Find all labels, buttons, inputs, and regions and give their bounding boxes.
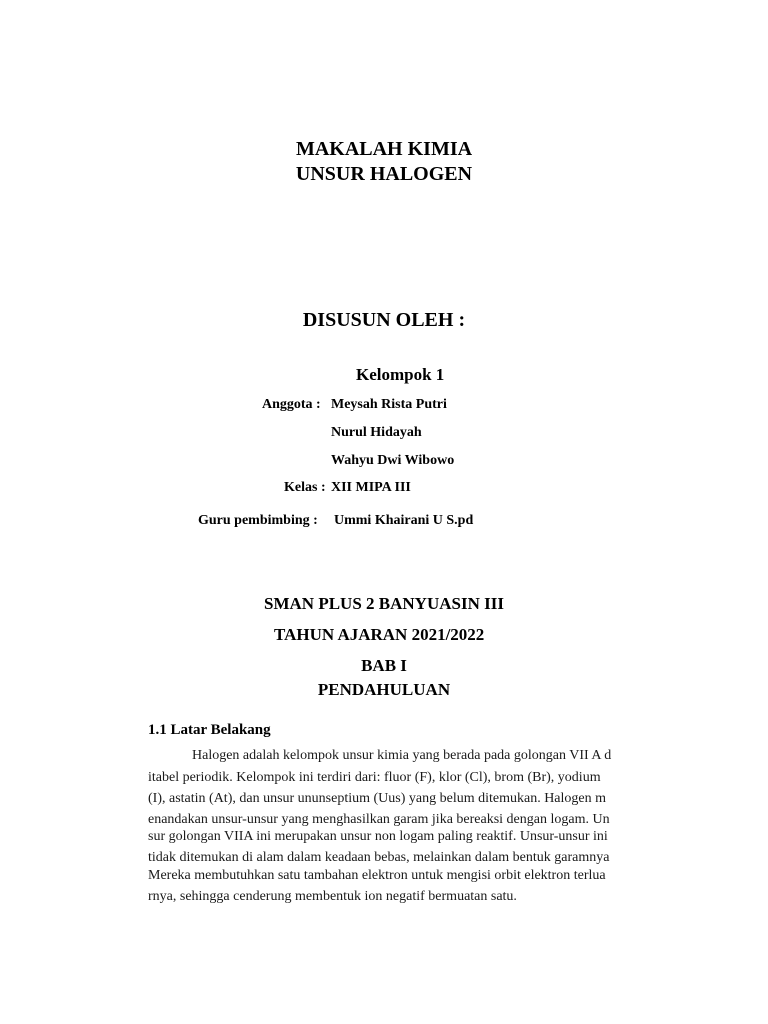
title-line-2: UNSUR HALOGEN [295, 163, 473, 185]
chapter-title: PENDAHULUAN [317, 680, 451, 699]
teacher-label: Guru pembimbing : [198, 513, 318, 528]
class-label: Kelas : [284, 480, 326, 495]
title-line-1: MAKALAH KIMIA [295, 138, 473, 160]
member-name: Meysah Rista Putri [331, 397, 447, 412]
teacher-value: Ummi Khairani U S.pd [334, 513, 474, 528]
paragraph-line: Mereka membutuhkan satu tambahan elektron untuk mengisi orbit elektron terlua [148, 868, 606, 883]
academic-year: TAHUN AJARAN 2021/2022 [274, 625, 485, 644]
paragraph-line: tidak ditemukan di alam dalam keadaan bebas, melainkan dalam bentuk garamnya [148, 850, 610, 865]
section-heading: 1.1 Latar Belakang [148, 722, 271, 738]
members-label: Anggota : [262, 397, 321, 412]
paragraph-line: Halogen adalah kelompok unsur kimia yang berada pada golongan VII A d [192, 748, 612, 763]
paragraph-line: itabel periodik. Kelompok ini terdiri dari: fluor (F), klor (Cl), brom (Br), yodium [148, 770, 601, 785]
member-name: Wahyu Dwi Wibowo [331, 453, 455, 468]
paragraph-line: enandakan unsur-unsur yang menghasilkan garam jika bereaksi dengan logam. Un [148, 812, 610, 827]
chapter-number: BAB I [361, 656, 407, 675]
paragraph-line: rnya, sehingga cenderung membentuk ion negatif bermuatan satu. [148, 889, 517, 904]
school-name: SMAN PLUS 2 BANYUASIN III [264, 594, 504, 613]
paragraph-line: sur golongan VIIA ini merupakan unsur non logam paling reaktif. Unsur-unsur ini [148, 829, 608, 844]
class-value: XII MIPA III [331, 480, 411, 495]
group-name: Kelompok 1 [356, 365, 445, 384]
compiled-by-heading: DISUSUN OLEH : [302, 309, 466, 331]
member-name: Nurul Hidayah [331, 425, 422, 440]
paragraph-line: (I), astatin (At), dan unsur ununseptium (Uus) yang belum ditemukan. Halogen m [148, 791, 607, 806]
